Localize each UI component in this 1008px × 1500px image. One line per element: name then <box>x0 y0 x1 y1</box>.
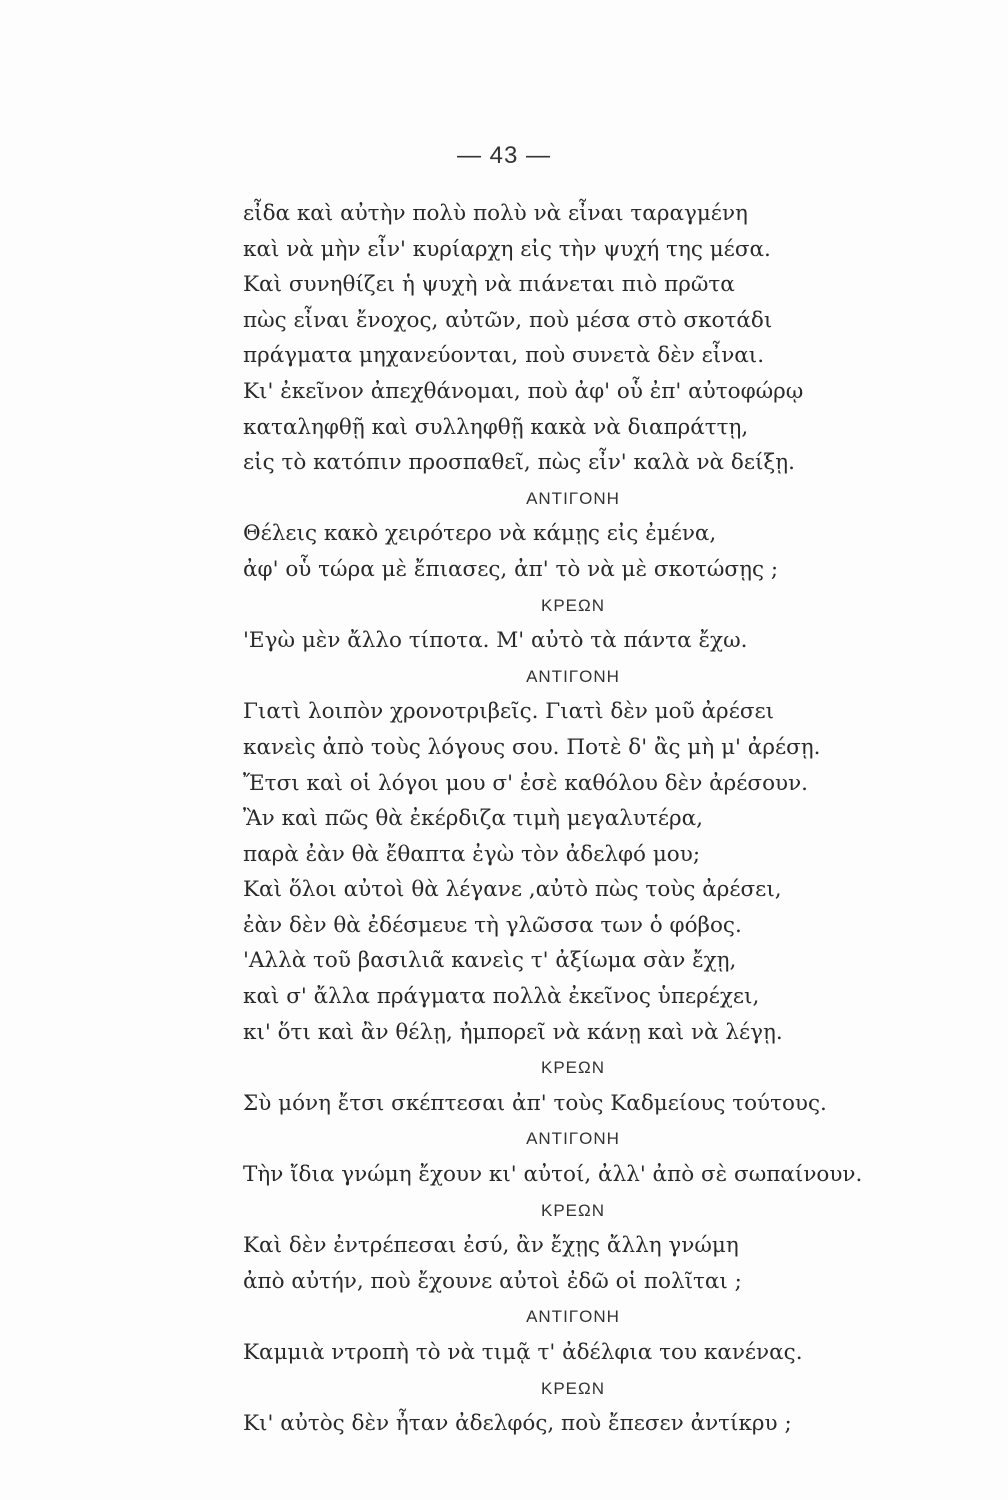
verse-line: Κι' ἐκεῖνον ἀπεχθάνομαι, ποὺ ἀφ' οὗ ἐπ' αὐτοφώρῳ <box>243 378 804 404</box>
speaker-name: ΑΝΤΙΓΟΝΗ <box>526 666 620 686</box>
verse-line: εἰς τὸ κατόπιν προσπαθεῖ, πὼς εἶν' καλὰ νὰ δείξῃ. <box>243 450 795 476</box>
verse-line: κι' ὅτι καὶ ἂν θέλῃ, ἠμπορεῖ νὰ κάνῃ καὶ νὰ λέγῃ. <box>243 1019 783 1045</box>
verse-line: Ἂν καὶ πῶς θὰ ἐκέρδιζα τιμὴ μεγαλυτέρα, <box>243 806 703 832</box>
verse-line: ἐὰν δὲν θὰ ἐδέσμευε τὴ γλῶσσα των ὁ φόβος. <box>243 912 742 938</box>
verse-line: Ἔτσι καὶ οἱ λόγοι μου σ' ἐσὲ καθόλου δὲν ἀρέσουν. <box>243 770 808 796</box>
speaker-name: ΑΝΤΙΓΟΝΗ <box>526 1307 620 1327</box>
speaker-name: ΚΡΕΩΝ <box>540 595 605 615</box>
verse-line: καὶ νὰ μὴν εἶν' κυρίαρχη εἰς τὴν ψυχή της μέσα. <box>243 236 771 262</box>
verse-line: παρὰ ἐὰν θὰ ἔθαπτα ἐγὼ τὸν ἀδελφό μου; <box>243 841 701 867</box>
verse-line: Καὶ συνηθίζει ἡ ψυχὴ νὰ πιάνεται πιὸ πρῶτα <box>243 272 735 298</box>
verse-line: κανεὶς ἀπὸ τοὺς λόγους σου. Ποτὲ δ' ἂς μὴ μ' ἀρέσῃ. <box>243 734 821 760</box>
verse-line: πὼς εἶναι ἔνοχος, αὐτῶν, ποὺ μέσα στὸ σκοτάδι <box>243 307 773 333</box>
verse-line: Θέλεις κακὸ χειρότερο νὰ κάμῃς εἰς ἐμένα, <box>243 521 717 547</box>
page-number: — 43 — <box>456 142 552 169</box>
play-text <box>243 196 883 1442</box>
verse-line: εἶδα καὶ αὐτὴν πολὺ πολὺ νὰ εἶναι ταραγμένη <box>243 201 748 226</box>
speaker-name: ΚΡΕΩΝ <box>540 1058 605 1078</box>
verse-line: Τὴν ἴδια γνώμη ἔχουν κι' αὐτοί, ἀλλ' ἀπὸ σὲ σωπαίνουν. <box>243 1162 863 1188</box>
verse-line: καὶ σ' ἄλλα πράγματα πολλὰ ἐκεῖνος ὑπερέχει, <box>243 984 760 1010</box>
verse-line: Γιατὶ λοιπὸν χρονοτριβεῖς. Γιατὶ δὲν μοῦ ἀρέσει <box>243 699 775 725</box>
speaker-name: ΚΡΕΩΝ <box>540 1200 605 1220</box>
verse-line: Καὶ δὲν ἐντρέπεσαι ἐσύ, ἂν ἔχῃς ἄλλη γνώμη <box>243 1233 739 1259</box>
verse-line: 'Αλλὰ τοῦ βασιλιᾶ κανεὶς τ' ἀξίωμα σὰν ἔχῃ, <box>243 948 737 974</box>
verse-line: ἀφ' οὗ τώρα μὲ ἔπιασες, ἀπ' τὸ νὰ μὲ σκοτώσῃς ; <box>243 556 779 582</box>
verse-line: Καὶ ὅλοι αὐτοὶ θὰ λέγανε ,αὐτὸ πὼς τοὺς ἀρέσει, <box>243 877 782 903</box>
verse-line: Σὺ μόνη ἔτσι σκέπτεσαι ἀπ' τοὺς Καδμείους τούτους. <box>243 1090 827 1116</box>
speaker-name: ΚΡΕΩΝ <box>540 1378 605 1398</box>
verse-line: Κι' αὐτὸς δὲν ἦταν ἀδελφός, ποὺ ἔπεσεν ἀντίκρυ ; <box>243 1411 792 1437</box>
verse-line: Καμμιὰ ντροπὴ τὸ νὰ τιμᾷ τ' ἀδέλφια του κανένας. <box>243 1340 803 1365</box>
speaker-name: ΑΝΤΙΓΟΝΗ <box>526 1129 620 1149</box>
verse-line: πράγματα μηχανεύονται, ποὺ συνετὰ δὲν εἶναι. <box>243 343 765 369</box>
speaker-name: ΑΝΤΙΓΟΝΗ <box>526 488 620 508</box>
verse-line: 'Εγὼ μὲν ἄλλο τίποτα. Μ' αὐτὸ τὰ πάντα ἔχω. <box>243 628 748 654</box>
verse-line: καταληφθῇ καὶ συλληφθῇ κακὰ νὰ διαπράττῃ, <box>243 414 749 440</box>
verse-line: ἀπὸ αὐτήν, ποὺ ἔχουνε αὐτοὶ ἐδῶ οἱ πολῖται ; <box>243 1268 742 1294</box>
